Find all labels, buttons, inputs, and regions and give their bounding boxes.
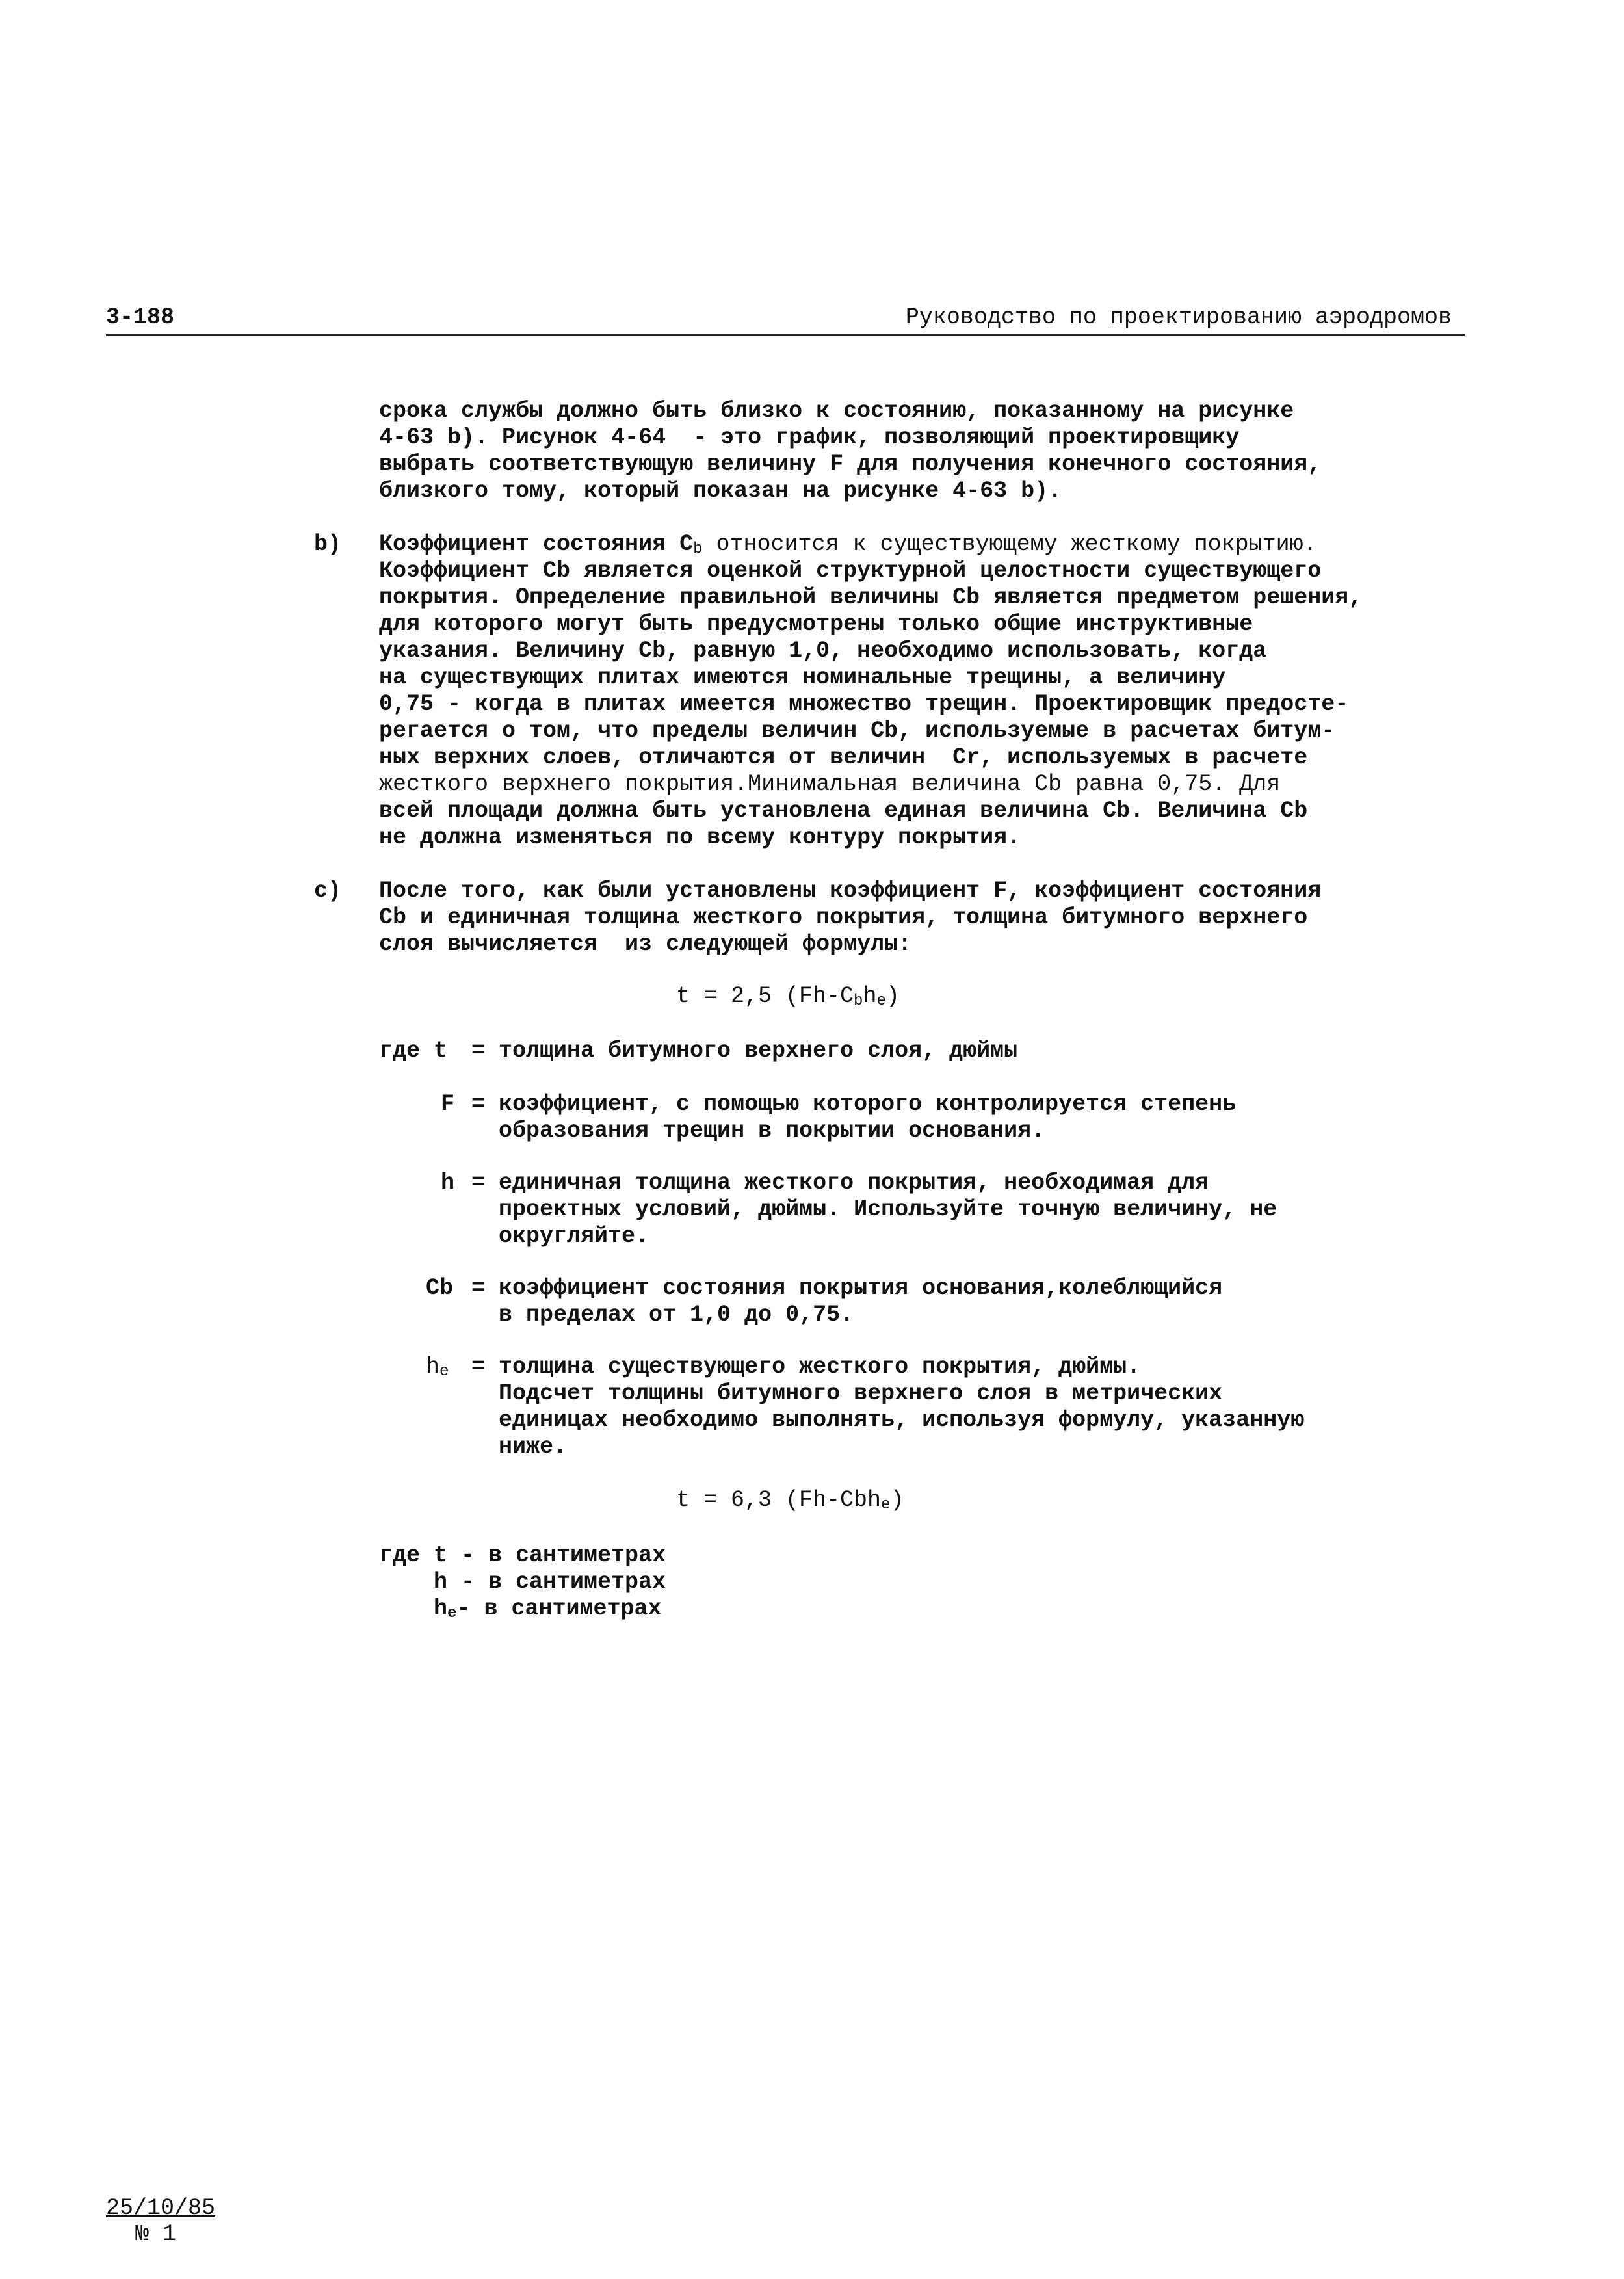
def-cb-symbol: Cb	[426, 1275, 454, 1301]
page-footer	[106, 2195, 215, 2247]
para-a-line-4: близкого тому, который показан на рисунке 4-63 b).	[379, 478, 1062, 504]
para-b-line-9: ных верхних слоев, отличаются от величин Cr, используемых в расчете	[379, 744, 1308, 771]
def-f-line-2: образования трещин в покрытии основания.	[471, 1118, 1045, 1144]
para-b-line-11: всей площади должна быть установлена единая величина Cb. Величина Cb	[379, 798, 1308, 824]
para-b-label: b)	[314, 531, 342, 557]
para-b-line-1: Коэффициент состояния $C_b$ относится к существующему жесткому покрытию.	[379, 531, 1317, 558]
para-b-line-7: 0,75 - когда в плитах имеется множество трещин. Проектировщик предосте-	[379, 691, 1349, 717]
units-line-3: $h_e-$ в сантиметрах	[379, 1596, 662, 1622]
revision-number: № 1	[135, 2221, 177, 2247]
page-header	[106, 300, 1465, 336]
def-h-line-1: = единичная толщина жесткого покрытия, необходимая для	[471, 1170, 1209, 1196]
para-b-line-6: на существующих плитах имеются номинальные трещины, а величину	[379, 665, 1226, 691]
para-c-line-2: Cb и единичная толщина жесткого покрытия, толщина битумного верхнего	[379, 904, 1308, 930]
def-f-symbol: F	[441, 1091, 455, 1117]
para-a-line-2: 4-63 b). Рисунок 4-64 - это график, позволяющий проектировщику	[379, 425, 1240, 451]
para-b-line-2: Коэффициент Cb является оценкой структурной целостности существующего	[379, 558, 1322, 584]
def-h-line-2: проектных условий, дюймы. Используйте точную величину, не	[471, 1196, 1277, 1222]
formula-2: t = 6,3 (Fh-Cbh$_e$)	[676, 1487, 904, 1514]
def-cb-line-1: = коэффициент состояния покрытия основания,колеблющийся	[471, 1275, 1223, 1301]
units-line-1: где t - в сантиметрах	[379, 1542, 666, 1568]
para-a-line-1: срока службы должно быть близко к состоянию, показанному на рисунке	[379, 398, 1294, 424]
running-title: Руководство по проектированию аэродромов	[905, 304, 1452, 330]
para-b-line-5: указания. Величину Cb, равную 1,0, необходимо использовать, когда	[379, 638, 1267, 664]
para-c-line-3: слоя вычисляется из следующей формулы:	[379, 931, 912, 957]
revision-date: 25/10/85	[106, 2195, 216, 2221]
def-t-text: = толщина битумного верхнего слоя, дюймы	[471, 1038, 1018, 1064]
def-he-line-2: Подсчет толщины битумного верхнего слоя в метрических	[471, 1380, 1223, 1406]
para-b-line-4: для которого могут быть предусмотрены только общие инструктивные	[379, 611, 1253, 637]
para-b-line-3: покрытия. Определение правильной величины Cb является предметом решения,	[379, 585, 1363, 611]
units-line-2: h - в сантиметрах	[379, 1569, 666, 1595]
def-f-line-1: = коэффициент, с помощью которого контролируется степень	[471, 1091, 1237, 1117]
para-b-line-12: не должна изменяться по всему контуру покрытия.	[379, 824, 1021, 850]
def-h-line-3: округляйте.	[471, 1223, 649, 1249]
def-h-symbol: h	[441, 1170, 455, 1196]
para-b-line-8: регается о том, что пределы величин Cb, используемые в расчетах битум-	[379, 718, 1335, 744]
page-number: 3-188	[106, 304, 175, 330]
def-he-symbol: $h_e$	[426, 1354, 449, 1380]
def-cb-line-2: в пределах от 1,0 до 0,75.	[471, 1302, 854, 1328]
para-a-line-3: выбрать соответствующую величину F для получения конечного состояния,	[379, 451, 1322, 477]
def-t-symbol: где t	[379, 1038, 448, 1064]
def-he-line-1: = толщина существующего жесткого покрытия, дюймы.	[471, 1354, 1141, 1380]
formula-1: t = 2,5 $(Fh-C_bh_e)$	[676, 983, 900, 1010]
para-c-label: c)	[314, 878, 342, 904]
def-he-line-4: ниже.	[471, 1434, 568, 1460]
para-c-line-1: После того, как были установлены коэффициент F, коэффициент состояния	[379, 878, 1322, 904]
def-he-line-3: единицах необходимо выполнять, используя формулу, указанную	[471, 1407, 1305, 1433]
para-b-line-10: жесткого верхнего покрытия.Минимальная величина Cb равна 0,75. Для	[379, 771, 1281, 797]
